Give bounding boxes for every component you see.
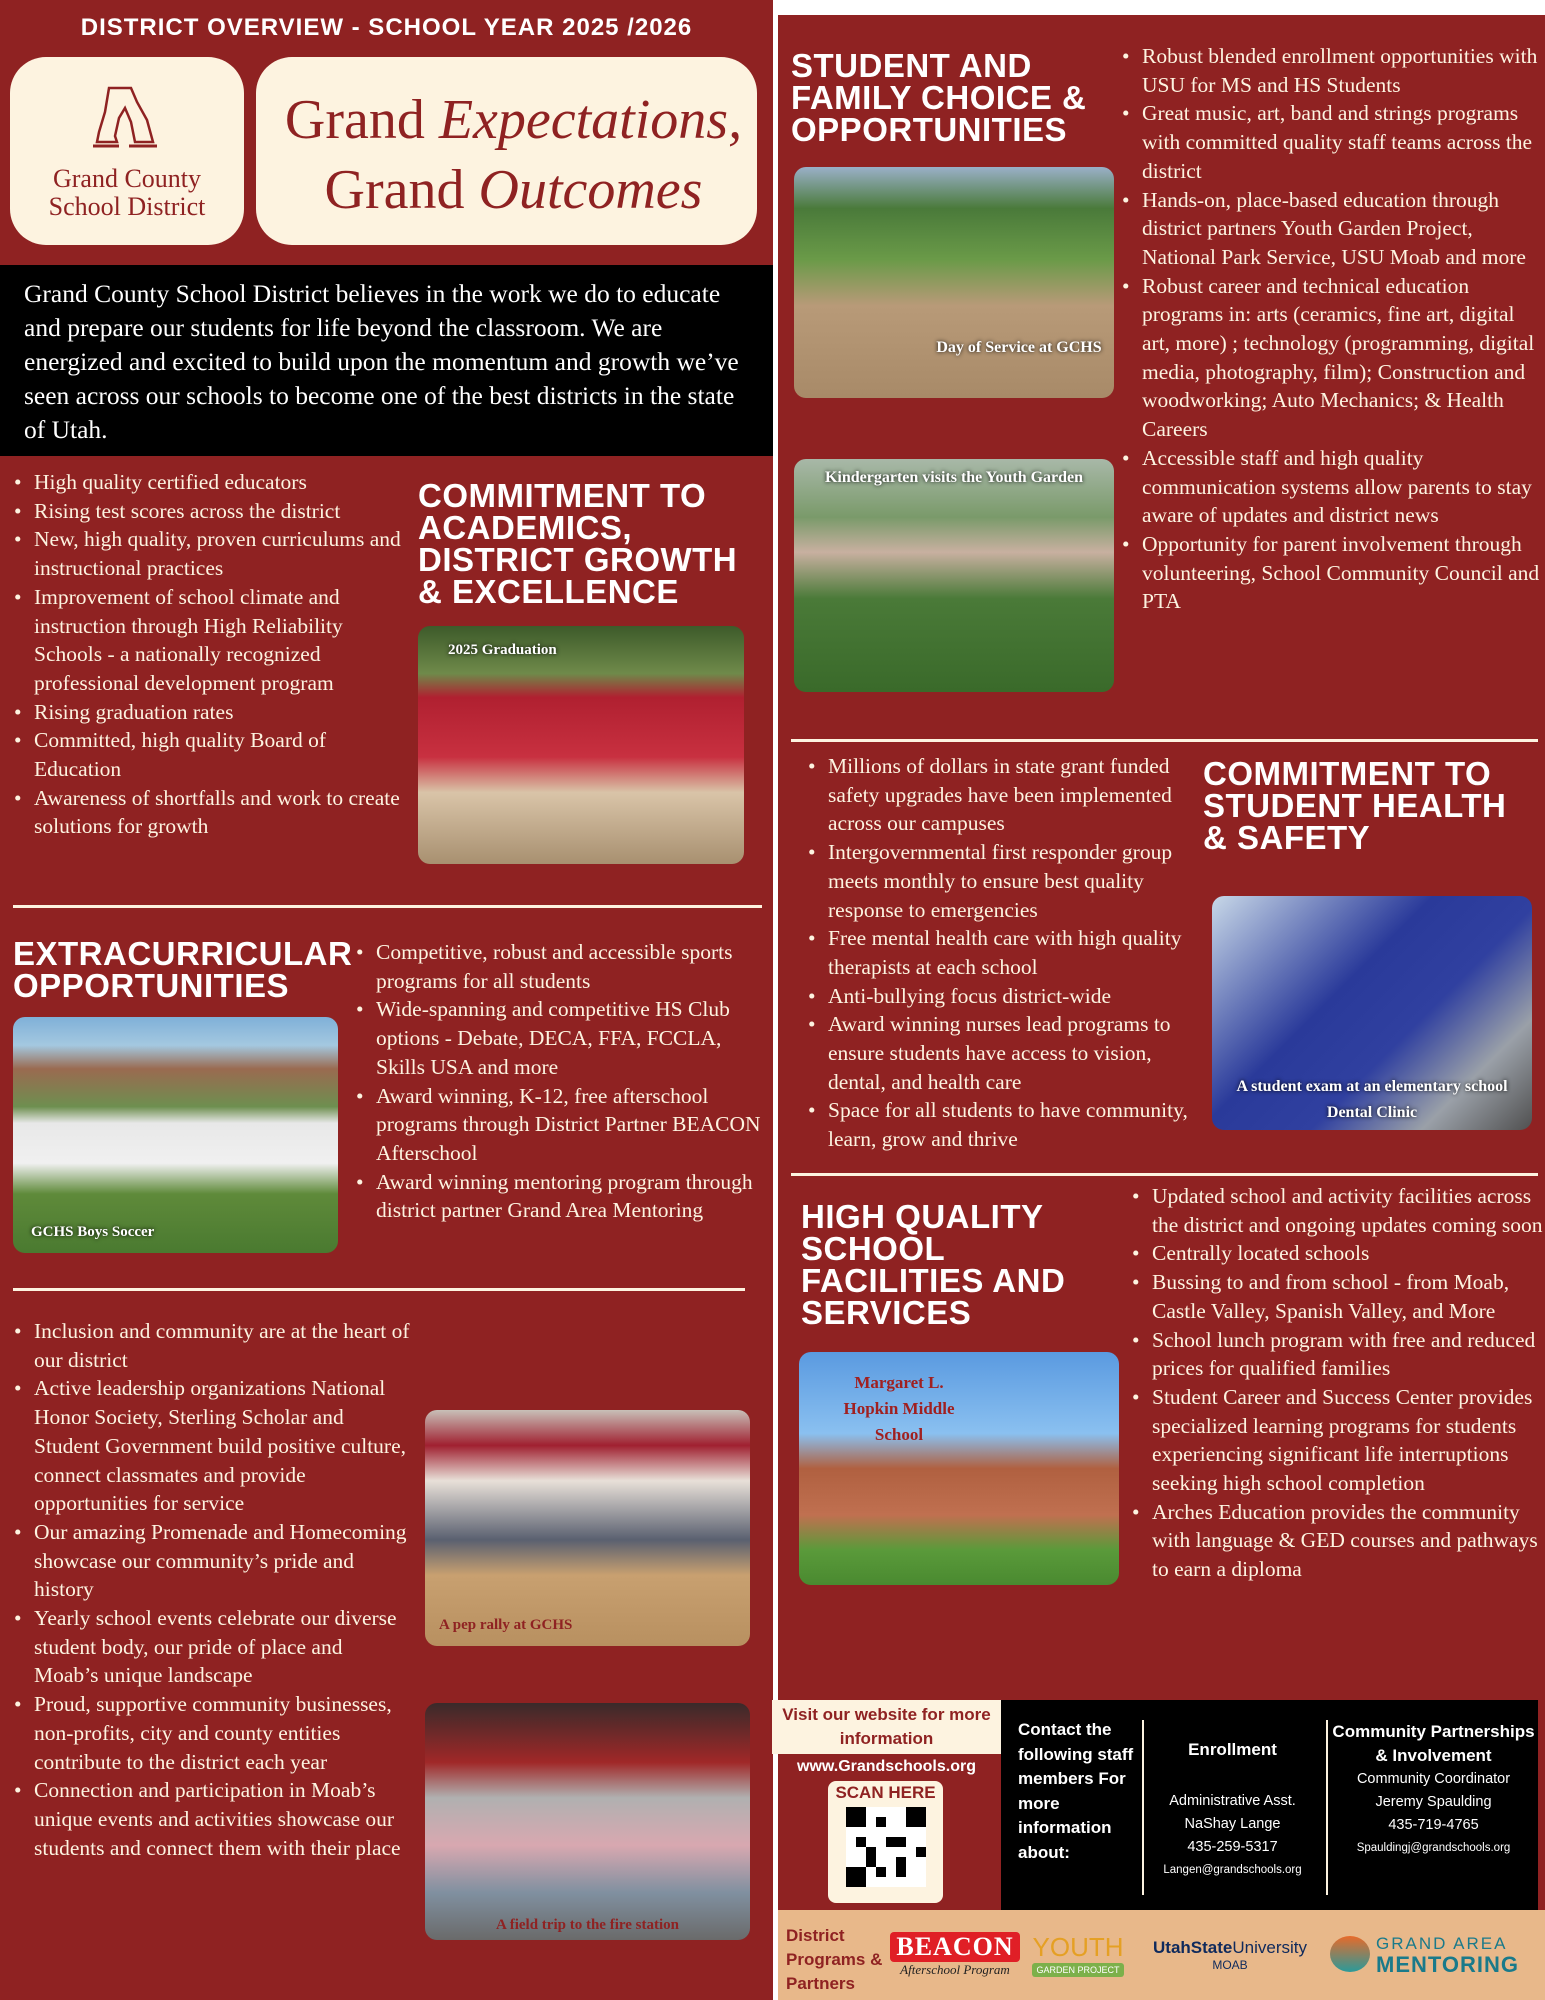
logo-line-1: Grand County xyxy=(52,164,202,193)
list-item: • Space for all students to have community, learn, grow and thrive xyxy=(804,1096,1204,1153)
contact-name: Jeremy Spaulding xyxy=(1375,1794,1492,1810)
qr-code-icon xyxy=(846,1807,926,1887)
contact-title: Enrollment xyxy=(1188,1740,1277,1759)
list-item: • Connection and participation in Moab’s unique events and activities showcase our students and connect them with their place xyxy=(10,1776,410,1862)
list-item: • Intergovernmental first responder group meets monthly to ensure best quality response to emergencies xyxy=(804,838,1204,924)
graduation-photo xyxy=(418,626,744,864)
list-item: • Yearly school events celebrate our diverse student body, our pride of place and Moab’s unique landscape xyxy=(10,1604,410,1690)
contact-name: NaShay Lange xyxy=(1184,1816,1281,1832)
facilities-list xyxy=(1128,1182,1543,1584)
list-item: • School lunch program with free and reduced prices for qualified families xyxy=(1128,1326,1543,1383)
list-item: • Active leadership organizations National Honor Society, Sterling Scholar and Student Government build positive culture, connect classmates and provide opportunities for service xyxy=(10,1374,410,1518)
list-item: • Improvement of school climate and instruction through High Reliability Schools - a nationally recognized professional development program xyxy=(10,583,410,698)
page-title: DISTRICT OVERVIEW - SCHOOL YEAR 2025 /2026 xyxy=(80,14,693,41)
middle-school-photo xyxy=(799,1352,1119,1585)
facilities-heading: HIGH QUALITY SCHOOL FACILITIES AND SERVICES xyxy=(801,1198,1066,1331)
tagline-part: Expectations, xyxy=(438,89,743,151)
section-divider xyxy=(13,1288,745,1291)
divider xyxy=(1326,1720,1328,1895)
pep-rally-photo xyxy=(425,1410,750,1646)
contact-title: Community Partnerships & Involvement xyxy=(1332,1722,1535,1765)
extracurricular-list xyxy=(352,938,762,1225)
list-item: • Student Career and Success Center provides specialized learning programs for students experiencing significant life interruptions seeking high school completion xyxy=(1128,1383,1543,1498)
beacon-sub: Afterschool Program xyxy=(900,1962,1010,1977)
logo-line-2: School District xyxy=(48,192,206,221)
gam-logo xyxy=(1330,1932,1542,1976)
tagline xyxy=(256,57,757,245)
youth-garden-photo xyxy=(794,459,1114,692)
day-of-service-photo xyxy=(794,167,1114,398)
choice-heading: STUDENT AND FAMILY CHOICE & OPPORTUNITIES xyxy=(791,47,1087,148)
fire-station-photo xyxy=(425,1703,750,1940)
qr-code[interactable] xyxy=(828,1781,943,1903)
list-item: • Updated school and activity facilities across the district and ongoing updates coming soon xyxy=(1128,1182,1543,1239)
contact-role: Administrative Asst. xyxy=(1169,1793,1296,1809)
list-item: • Arches Education provides the community with language & GED courses and pathways to earn a diploma xyxy=(1128,1498,1543,1584)
section-divider xyxy=(791,739,1538,742)
intro-text: Grand County School District believes in the work we do to educate and prepare our students for life beyond the classroom. We are energized and excited to build upon the momentum and growth we’ve seen across our schools to become one of the best districts in the state of Utah. xyxy=(0,265,773,456)
contact-intro: Contact the following staff members For more information about: xyxy=(1018,1720,1134,1862)
usu-text: University xyxy=(1232,1938,1307,1957)
section-divider xyxy=(791,1173,1538,1176)
youth-text: YOUTH xyxy=(1032,1932,1124,1962)
usu-logo xyxy=(1140,1938,1320,1972)
photo-caption: A field trip to the fire station xyxy=(495,1917,680,1933)
photo-caption: 2025 Graduation xyxy=(448,642,557,658)
tagline-part: Grand xyxy=(284,89,439,151)
list-item: • Millions of dollars in state grant funded safety upgrades have been implemented across our campuses xyxy=(804,752,1204,838)
list-item: • Bussing to and from school - from Moab, Castle Valley, Spanish Valley, and More xyxy=(1128,1268,1543,1325)
tagline-part: Grand xyxy=(324,159,479,221)
list-item: • Great music, art, band and strings programs with committed quality staff teams across the district xyxy=(1118,99,1543,185)
usu-text: UtahState xyxy=(1153,1938,1233,1957)
photo-caption: Day of Service at GCHS xyxy=(936,339,1102,356)
website-link[interactable]: www.Grandschools.org xyxy=(797,1758,976,1775)
gam-text: GRAND AREA xyxy=(1376,1934,1508,1953)
arch-icon xyxy=(87,82,167,152)
beacon-text: BEACON xyxy=(890,1932,1020,1962)
list-item: • Awareness of shortfalls and work to create solutions for growth xyxy=(10,784,410,841)
list-item: • Award winning mentoring program through district partner Grand Area Mentoring xyxy=(352,1168,762,1225)
list-item: • Rising test scores across the district xyxy=(10,497,410,526)
photo-caption: Margaret L. Hopkin Middle School xyxy=(843,1373,955,1444)
enrollment-contact xyxy=(1145,1720,1320,1882)
gam-text: MENTORING xyxy=(1376,1952,1520,1977)
bird-icon xyxy=(1330,1936,1370,1972)
academics-heading: COMMITMENT TO ACADEMICS, DISTRICT GROWTH & EXCELLENCE xyxy=(418,477,738,610)
safety-list xyxy=(804,752,1204,1154)
photo-caption: GCHS Boys Soccer xyxy=(31,1224,155,1240)
district-logo xyxy=(10,57,244,245)
list-item: • Hands-on, place-based education through district partners Youth Garden Project, National Park Service, USU Moab and more xyxy=(1118,186,1543,272)
partnerships-contact xyxy=(1331,1720,1536,1860)
youth-garden-logo xyxy=(1032,1932,1124,1977)
safety-heading: COMMITMENT TO STUDENT HEALTH & SAFETY xyxy=(1203,755,1507,856)
contact-panel xyxy=(1001,1700,1538,1910)
extracurricular-heading: EXTRACURRICULAR OPPORTUNITIES xyxy=(13,935,353,1004)
list-item: • Accessible staff and high quality communication systems allow parents to stay aware of updates and district news xyxy=(1118,444,1543,530)
list-item: • Robust blended enrollment opportunities with USU for MS and HS Students xyxy=(1118,42,1543,99)
scan-here-label: SCAN HERE xyxy=(835,1783,936,1802)
contact-phone: 435-719-4765 xyxy=(1388,1817,1479,1833)
list-item: • Our amazing Promenade and Homecoming showcase our community’s pride and history xyxy=(10,1518,410,1604)
list-item: • Centrally located schools xyxy=(1128,1239,1543,1268)
section-divider xyxy=(13,905,762,908)
list-item: • Proud, supportive community businesses, non-profits, city and county entities contribute to the district each year xyxy=(10,1690,410,1776)
youth-sub: GARDEN PROJECT xyxy=(1032,1963,1124,1977)
academics-list xyxy=(10,468,410,841)
divider xyxy=(1142,1720,1144,1895)
contact-email[interactable]: Langen@grandschools.org xyxy=(1163,1864,1302,1876)
list-item: • Robust career and technical education programs in: arts (ceramics, fine art, digital art, more) ; technology (programming, digital media, photography, film); Construction and woodworking; Auto Mechanics; & Health Careers xyxy=(1118,272,1543,444)
photo-caption: A student exam at an elementary school Dental Clinic xyxy=(1236,1078,1508,1121)
list-item: • Rising graduation rates xyxy=(10,698,410,727)
list-item: • Inclusion and community are at the heart of our district xyxy=(10,1317,410,1374)
dental-clinic-photo xyxy=(1212,896,1532,1130)
top-strip xyxy=(778,0,1545,15)
list-item: • Free mental health care with high quality therapists at each school xyxy=(804,924,1204,981)
list-item: • Wide-spanning and competitive HS Club options - Debate, DECA, FFA, FCCLA, Skills USA and more xyxy=(352,995,762,1081)
community-list xyxy=(10,1317,410,1862)
choice-list xyxy=(1118,42,1543,616)
contact-role: Community Coordinator xyxy=(1356,1771,1511,1787)
tagline-part: Outcomes xyxy=(478,159,703,221)
list-item: • Award winning, K-12, free afterschool programs through District Partner BEACON Afterschool xyxy=(352,1082,762,1168)
contact-email[interactable]: Spauldingj@grandschools.org xyxy=(1356,1842,1511,1854)
usu-sub: MOAB xyxy=(1212,1958,1248,1972)
list-item: • Committed, high quality Board of Education xyxy=(10,726,410,783)
photo-caption: Kindergarten visits the Youth Garden xyxy=(824,469,1084,486)
list-item: • Opportunity for parent involvement through volunteering, School Community Council and PTA xyxy=(1118,530,1543,616)
list-item: • Award winning nurses lead programs to ensure students have access to vision, dental, and health care xyxy=(804,1010,1204,1096)
partners-label: District Programs & Partners xyxy=(786,1926,883,1993)
list-item: • Competitive, robust and accessible sports programs for all students xyxy=(352,938,762,995)
photo-caption: A pep rally at GCHS xyxy=(439,1617,573,1633)
visit-website-label: Visit our website for more information xyxy=(772,1700,1001,1754)
contact-phone: 435-259-5317 xyxy=(1187,1839,1278,1855)
soccer-photo xyxy=(13,1017,338,1253)
list-item: • Anti-bullying focus district-wide xyxy=(804,982,1204,1011)
beacon-logo xyxy=(890,1932,1020,1978)
partners-strip xyxy=(778,1910,1545,2000)
list-item: • High quality certified educators xyxy=(10,468,410,497)
list-item: • New, high quality, proven curriculums and instructional practices xyxy=(10,525,410,582)
